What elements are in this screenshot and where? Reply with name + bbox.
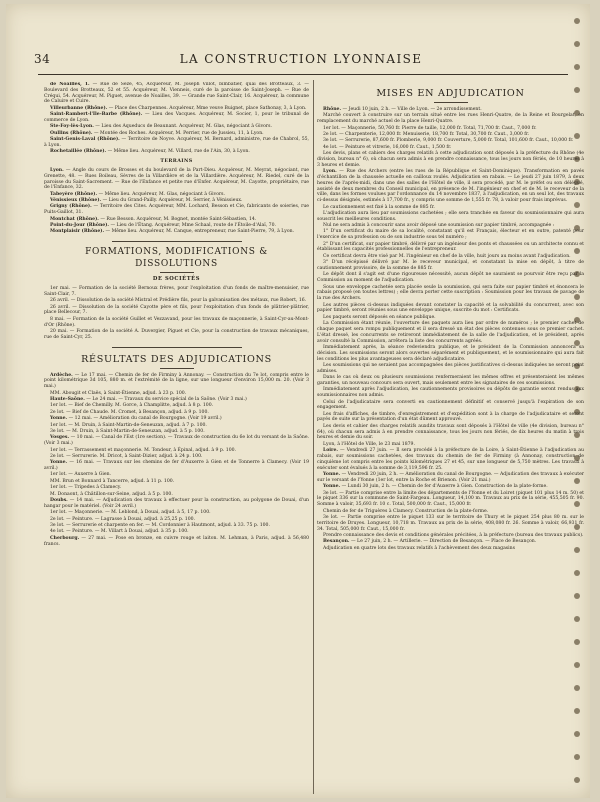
mises-section: [317, 107, 584, 552]
paragraph: 2e lot. — Serrurerie. M. Dricot, à Saint-Dizier, adjud. à 24 p. 100.: [50, 453, 203, 459]
paragraph: 2e lot. — Bief de Chaude. M. Cromet, à Besançon, adjud. à 9 p. 100.: [50, 409, 209, 415]
page-header: [28, 52, 574, 70]
paragraph: 1er lot. — Bief de Chemilly. M. Gorce, à Champlitte, adjud. à 8 p. 100.: [50, 403, 214, 409]
paragraph: 3e lot. — Serrurerie, 87,600 fr. Plomberie, 9,000 fr. Couverture, 5,000 fr. Total, 101,600 fr. Caut., 10,000 fr.: [323, 138, 574, 144]
paragraph: Dans le cas où deux ou plusieurs soumissions renfermeraient les mêmes offres et présenteraient les mêmes garanties, un nouveau concours sera ouvert, mais seulement entre les signataires de ces soumissions.: [317, 375, 584, 386]
paragraph: L'adjudication aura lieu par soumissions cachetées ; elle sera tranchée en faveur du soumissionnaire qui aura souscrit les meilleures conditions.: [317, 210, 584, 222]
paragraph: 26 avril. — Dissolution de la société Mistral et Prédière fils, pour la galvanisation des métaux, rue Robert, 16.: [50, 298, 307, 304]
document-page: [6, 4, 590, 798]
paragraph: 3e lot. — Partie comprise entre la limite des départements de l'Yonne et du Loiret (piquet 101 plus 14 m. 50) et le piquet 336 sur la commune de Saint-Fargeau. Longueur, 14,100 m. Travaux au prix de la série, 455,505 fr. 90. Somme à valoir, 35,693 fr. 10 c. Total, 500,000 fr. Caut., 15,000 fr.: [317, 490, 584, 508]
paragraph: Prendre connaissance des devis et conditions générales précitées, à la préfecture (bureau des travaux publics).: [323, 532, 584, 538]
paragraph: Yonne. — Lundi 30 juin, 2 h. — Chemin de fer d'Auxerre à Gien. Construction de la plate-forme.: [323, 484, 548, 490]
paragraph: Vosges. — 10 mai. — Canal de l'Est (1re section). — Travaux de construction du 6e lot du versant de la Saône. (Voir 3 mai.): [44, 435, 309, 447]
paragraph: 3e lot. — Serrurerie et charpente en fer. — M. Cordonnier à Hautmont, adjud. à 33. 75 p. 100.: [50, 523, 270, 528]
terrains-heading: TERRAINS: [160, 158, 193, 165]
paragraph: 1er lot. — M. Druin, à Saint-Martin-de-Seneuzan, adjud. à 7 p. 100.: [50, 422, 207, 428]
paragraph: Les paquets seront déposés en séance publique.: [323, 314, 436, 320]
paragraph: Nul ne sera admis à concourir sans avoir déposé une soumission sur papier timbré, accompagnée :: [323, 223, 555, 229]
paragraph: Yonne. — Vendredi 20 juin, 2 h. — Amélioration du canal de Bourgogne. — Adjudication des travaux à exécuter sur le versant de l'Yonne (1er lot, entre la Roche et Brienon. (Voir 21 mai.): [317, 472, 584, 483]
paragraph: Lyon. — Angle du cours de Brosses et du boulevard de la Part-Dieu. Acquéreur, M. Meyrat, négociant, rue Grenette, 48. — Rues Boileau, Sèvres de la Villardière et de la Villardière. Acquéreur, M. Riedel, curé de la paroisse du Saint-Sacrement. — Rue de l'Enfance et petite rue d'Enfer. Acquéreur, M. Cayotte, propriétaire, rue de l'Enfance, 32.: [44, 167, 309, 191]
left-column: [44, 82, 309, 794]
header-rule: [38, 74, 568, 75]
paragraph: M. Donaont, à Châtillon-sur-Seine, adjud. à 5 p. 100.: [50, 491, 173, 497]
page-number: 34: [34, 52, 51, 66]
paragraph: 1° D'un certificat du maire de sa localité, constatant qu'il est Français, électeur et en outre, patenté pour l'exercice de sa profession ou de son industrie sous tel numéro ;: [317, 229, 584, 241]
paragraph: Immédiatement après, la séance redeviendra publique, et le président de la Commission annoncera sa décision. Les soumissions seront alors ouvertes séparément et publiquement, et le soumissionnaire qui aura fait les conditions les plus avantageuses sera déclaré adjudicataire.: [317, 344, 584, 362]
paragraph: 1er lot. — Maçonnerie, 50,760 fr. Pierre de taille, 12,000 fr. Total, 71,700 fr. Caut., 7,000 fr.: [323, 125, 537, 131]
paragraph: 1er lot. — Tripedes à Clamecy.: [50, 485, 122, 491]
paragraph: Montplaisir (Rhône). — Même lieu. Acquéreur, M. Canque, entrepreneur, rue Saint-Pierre, 79, à Lyon.: [50, 229, 295, 235]
mises-title: MISES EN ADJUDICATION: [376, 88, 525, 99]
paragraph: 2e lot. — Charpenterie, 12,000 fr. Menuiserie, 18,700 fr. Total, 30,700 fr. Caut., 3,000 fr.: [323, 131, 530, 137]
section-divider: [112, 347, 242, 348]
paragraph: Ce certificat devra être visé par M. l'ingénieur en chef de la ville, huit jours au moins avant l'adjudication.: [323, 253, 571, 259]
formations-subtitle: DE SOCIÉTÉS: [152, 276, 201, 283]
paragraph: 3° D'un récépissé délivré par M. le receveur municipal, et constatant la mise en dépôt, à titre de cautionnement provisoire, de la somme de 885 fr.: [317, 260, 584, 272]
paragraph: Les devis et cahier des charges relatifs auxdits travaux sont déposés à l'Hôtel de ville (4e division, bureau n° 64), où chacun sera admis à en prendre connaissance, tous les jours non fériés, de dix heures du matin à trois heures et demie du soir.: [317, 423, 584, 441]
paragraph: 1er lot. — Terrassement et maçonnerie. M. Tondeur, à Épinal, adjud. à 9 p. 100.: [50, 447, 237, 453]
paragraph: Immédiatement après l'adjudication, les cautionnements provisoires ou dépôts de garantie seront rendus aux soumissionnaires non admis.: [317, 387, 584, 399]
paragraph: Lyon. — Rue des Archers (entre les rues de la République et Saint-Dominique). Transformation en pavés d'échantillon de la chaussée actuelle en cailloux roulés. Adjudication en rabais. — Le jeudi 27 juin 1879, à deux heures de l'après-midi, dans une des salles de l'Hôtel de ville, il sera procédé, par M. le préfet ou son délégué, assisté de deux membres du Conseil municipal, en présence de M. l'ingénieur en chef et de M. le receveur de la ville, dans les formes voulues par l'ordonnance du 14 novembre 1837, à l'adjudication, en un seul lot, des travaux ci-dessus désignés, estimés à 17,700 fr., y compris une somme de 1,555 fr. 78, à valoir pour frais imprévus.: [317, 169, 584, 204]
title-ornament: [160, 272, 194, 273]
binding-hole: [574, 64, 580, 70]
paragraph: MM. Abougit et Claës, à Saint-Étienne, adjud. à 23 p. 100.: [50, 390, 187, 396]
paragraph: Yonne. — 16 mai. — Travaux sur les chemins de fer d'Auxerre à Gien et de Tonnerre à Clamecy. (Voir 19 avril.): [44, 460, 309, 472]
paragraph: Sous une enveloppe cachetée sera placée seule la soumission, qui sera faite sur papier timbré et énoncera le rabais proposé (en toutes lettres) ; elle devra porter cette suscription : Soumission pour les travaux de pavage de la rue des Archers.: [317, 284, 584, 302]
paragraph: Ste-Foy-lès-Lyon. — Lieu des Aqueducs de Beaunant. Acquéreur, M. Glas, négociant à Givors.: [50, 124, 272, 130]
paragraph: 4e lot. — Peinture. — M. Villart à Douai, adjud. à 35 p. 100.: [50, 529, 189, 535]
paragraph: Cherbourg. — 27 mai. — Pose en bronze, en cuivre rouge et laiton. M. Lehman, à Paris, adjud. à 56,480 francs.: [44, 535, 309, 547]
binding-hole: [574, 41, 580, 47]
paragraph: Grigny (Rhône). — Territoire des Cites. Acquéreur, MM. Lochard, Besson et Cie, fabricants de soieries, rue Puits-Gaillot, 31.: [44, 204, 309, 216]
paragraph: Vénissieux (Rhône). — Lieu du Grand-Pailly. Acquéreur, M. Serrier, à Vénissieux.: [50, 198, 243, 204]
paragraph: Montchat (Rhône). — Rue Besson. Acquéreur, M. Bognet, montée Saint-Sébastien, 14.: [50, 216, 257, 222]
paragraph: 8 mai. — Formation de la société Guillet et Vezzavand, pour les travaux de maçonnerie, à Saint-Cyr-au-Mont-d'Or (Rhône).: [44, 316, 309, 328]
paragraph: Celui de l'adjudicataire sera converti en cautionnement définitif et conservé jusqu'à l'expiration de son engagement.: [317, 399, 584, 411]
paragraph: Yonne. — 12 mai. — Amélioration du canal de Bourgogne. (Voir 19 avril.): [50, 416, 222, 422]
terrains-section: [44, 168, 309, 235]
right-column: [317, 82, 584, 794]
paragraph: Lyon, à l'Hôtel de Ville, le 23 mai 1879.: [323, 441, 415, 447]
paragraph: Adjudication en quatre lots des travaux relatifs à l'achèvement des deux magasins: [323, 545, 515, 551]
paragraph: 2° D'un certificat, sur papier timbré, délivré par un ingénieur des ponts et chaussées ou un architecte connu et établissant les capacités professionnelles de l'entrepreneur.: [317, 241, 584, 253]
paragraph: 20 mai. — Formation de la société A. Duvergier, Piguet et Cie, pour la construction de travaux mécaniques, rue de Saint-Cyr, 25.: [44, 329, 309, 340]
column-divider: [313, 80, 314, 794]
paragraph: Chemin de fer de Triguères à Clamecy. Construction de la plate-forme.: [323, 508, 489, 514]
paragraph: Doubs. — 14 mai. — Adjudication des travaux à effectuer pour la construction, au polygone de Douai, d'un hangar pour le matériel. (Voir 24 avril.): [44, 498, 309, 509]
formations-section: [44, 286, 309, 341]
paragraph: 3e lot. — Partie comprise entre le piquet 133 sur le territoire de Thury et le piquet 254 plus 80 m. sur le territoire de Druyes. Longueur, 10,718 m. Travaux au prix de la série, 408,080 fr. 26. Somme à valoir, 66,931 fr. 34. Total, 505,000 fr. Caut., 15,000 fr.: [317, 514, 584, 532]
paragraph: Rhône. — Jeudi 10 juin, 2 h. — Ville de Lyon. — 2e arrondissement.: [323, 107, 482, 112]
paragraph: Oullins (Rhône). — Montée des Roches. Acquéreur, M. Perrier, rue de Jussieu, 11, à Lyon.: [50, 130, 264, 136]
running-title: LA CONSTRUCTION LYONNAISE: [179, 52, 423, 66]
paragraph: Le cautionnement est fixé à la somme de 885 fr.: [323, 204, 435, 210]
paragraph: Les frais d'affiches, de timbre, d'enregistrement et d'expédition sont à la charge de l'adjudicataire et seront payés de suite sur la présentation d'un état dûment approuvé.: [317, 411, 584, 423]
paragraph: Rochetaillée (Rhône). — Même lieu. Acquéreur, M. Villard, rue de l'Ain, 30, à Lyon.: [50, 149, 250, 155]
intro-section: [44, 82, 309, 155]
paragraph: Marché couvert à construire sur un terrain situé entre les rues Henri-Quatre, de la Reine et Bourgelat, en remplacement du marché actuel de la place Henri-Quatre.: [317, 113, 584, 125]
paragraph: Le dépôt dont il s'agit est d'une rigoureuse nécessité, aucun dépôt ne sauraient se pourvoir être reçu par la Commission au moment de l'adjudication.: [317, 272, 584, 284]
title-ornament: [434, 102, 468, 103]
paragraph: 2e lot. — Peinture. — Lagrasse à Douai, adjud. à 25,25 p. 100.: [50, 516, 195, 522]
paragraph: 1er lot. — Maçonnerie. — M. Leblond, à Douai, adjud. à 5, 17 p. 100.: [50, 510, 211, 516]
paragraph: Loire. — Vendredi 27 juin. — Il sera procédé à la préfecture de la Loire, à Saint-Étienne à l'adjudication au rabais, sur soumissions cachetées, des travaux du chemin de fer de Firminy (à Annonay, construction de cinquième lot compris entre les points kilométriques 27 et 45, sur une longueur de 5,750 mètres. Les travaux à exécuter sont évalués à la somme de 3,119,596 fr. 25.: [317, 448, 584, 471]
paragraph: Besançon. — Le 27 juin, 2 h. — Artillerie. — Direction de Besançon. — Place de Besançon.: [323, 539, 537, 545]
paragraph: Les autres pièces ci-dessus indiquées devant constater la capacité et la solvabilité du concurrent, avec son papier timbré, seront réunies sous une enveloppe unique, suscrite du mot : Certificats.: [317, 302, 584, 314]
paragraph: Tabeyère (Rhône). — Même lieu. Acquéreur, M. Glas, négociant à Givors.: [50, 191, 225, 197]
resultats-section: [44, 373, 309, 548]
paragraph: 4e lot. — Peinture et vitrerie, 16,000 fr. Caut., 1,500 fr.: [323, 144, 452, 150]
paragraph: 3e lot. — M. Druin, à Saint-Martin-de-Seneuzan, adjud. à 5 p. 100.: [50, 428, 205, 434]
title-ornament: [160, 368, 194, 369]
section-divider: [112, 241, 242, 242]
paragraph: 1er lot. — Auxerre à Gien.: [50, 472, 111, 478]
formations-title: FORMATIONS, MODIFICATIONS & DISSOLUTIONS: [85, 247, 268, 270]
paragraph: La Commission étant réunie, l'ouverture des paquets aura lieu par ordre de numéros ; le premier cachet de chaque paquet sera rompu publiquement et il sera dressé un état des pièces contenues sous ce premier cachet. L'état dressé, les concurrents se retireront immédiatement de la salle de l'adjudication, et le président, après avoir consulté la Commission, arrêtera la liste des concurrents agréés.: [317, 321, 584, 344]
paragraph: 26 avril. — Dissolution de la société Cayotte père et fils, pour l'exploitation d'un fonds de plâtrier-plâtrier, place Bellecour, 7.: [44, 304, 309, 316]
paragraph: MM. Brun et Bonnard à Tancerre, adjud. à 11 p. 100.: [50, 478, 175, 484]
paragraph: Les devis, plans et cahiers des charges relatifs à cette adjudication sont déposés à la préfecture du Rhône (4e division, bureau n° 6), où chacun sera admis à en prendre connaissance, tous les jours non fériés, de 10 heures à 3 heures et demie.: [317, 151, 584, 168]
paragraph: Ardèche. — Le 17 mai. — Chemin de fer de Firminy à Annonay. — Construction du 7e lot, compris entre le point kilométrique 3d 105, 880 m. et l'extrémité de la ligne, sur une longueur d'environ 15,000 m. 20. (Voir 3 mai.): [44, 372, 309, 390]
binding-hole: [574, 18, 580, 24]
paragraph: 1er mai. — Formation de la société Bernoux frères, pour l'exploitation d'un fonds de maître-menuisier, rue Saint-Clair, 7.: [44, 286, 309, 297]
resultats-title: RÉSULTATS DES ADJUDICATIONS: [81, 353, 272, 365]
paragraph: de Noailles, 1. — Rue de Sèze, 45, Acquéreur, M. Joseph Villot, bimbatier, quai des Brotteaux, 3. — Boulevard des Brotteaux, 52 et 55. Acquéreur, M. Vienneis, curé de la paroisse de Saint-Joseph. — Rue de Créqui, 54. Acquéreur, M. Piguet, avenue de Noailles, 39. — Grande rue Saint-Clair, 16. Acquéreur, la commune de Caluire et Cuire.: [44, 82, 309, 105]
paragraph: Point-du-Jour (Rhône). — Lieu de l'Étang. Acquéreur, Mme Schaal, route de l'Étoile-d'Alaï, 70.: [50, 223, 276, 229]
paragraph: Villeurbanne (Rhône). — Place des Charpennes. Acquéreur, Mme veuve Buignet, place Sathonay, 3, à Lyon.: [50, 105, 307, 111]
paragraph: Haute-Saône. — Le 24 mai. — Travaux du service spécial de la Saône. (Voir 3 mai.): [50, 396, 247, 402]
paragraph: Saint-Genis-Laval (Rhône). — Territoire de Noyve. Acquéreur, M. Bernard, administre, rue de Chabrol, 55, à Lyon.: [44, 137, 309, 148]
paragraph: Les soumissions qui ne seraient pas accompagnées des pièces justificatives ci-dessus indiquées ne seront point admises.: [317, 362, 584, 374]
paragraph: Saint-Rambert-l'Ile-Barbe (Rhône). — Lieu des Vacques. Acquéreur, M. Socier, 1, pour le tribunal de commerce de Lyon.: [44, 112, 309, 123]
